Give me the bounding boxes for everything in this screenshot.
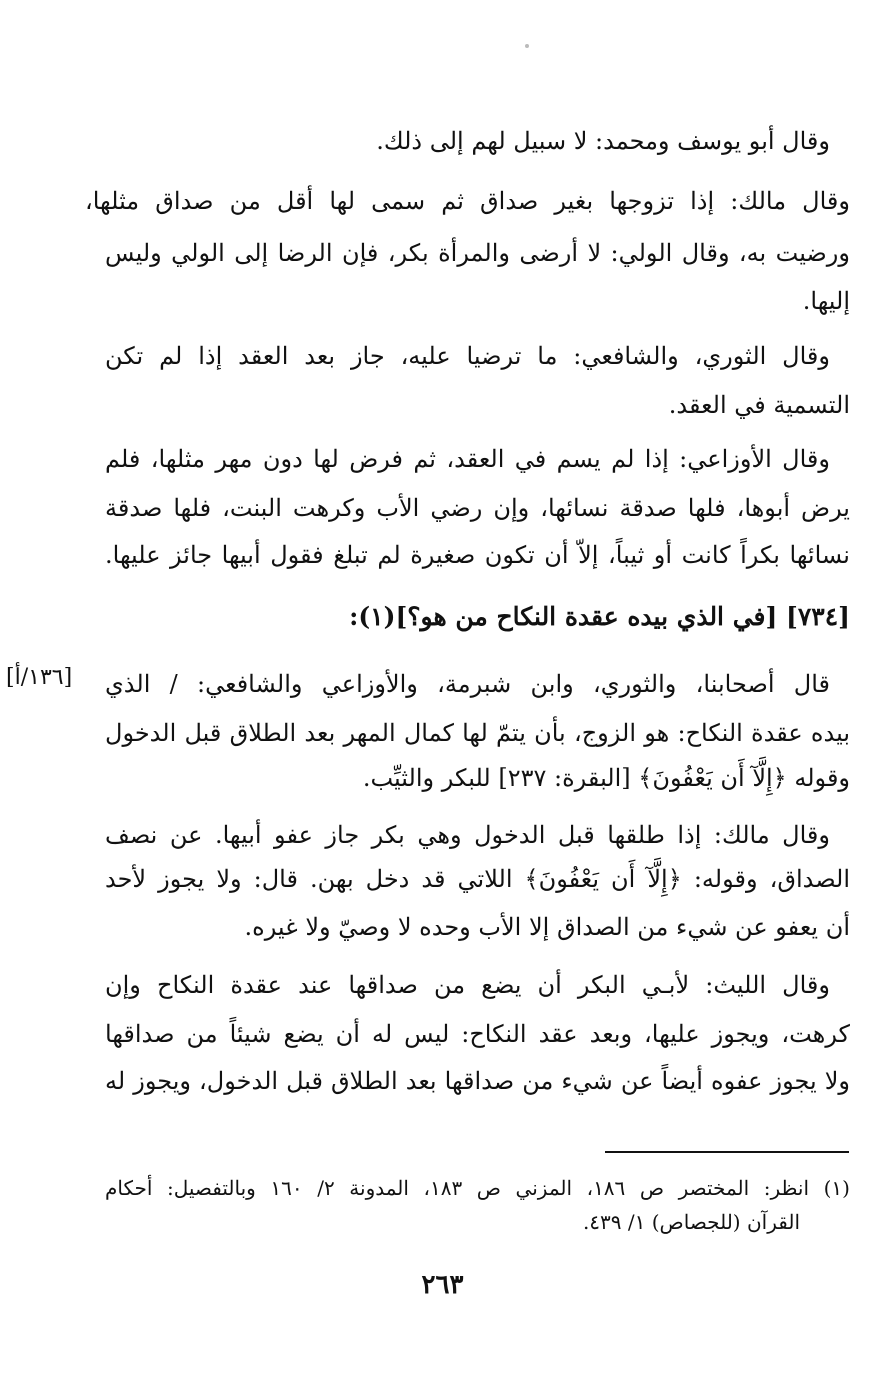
text-line: بيده عقدة النكاح: هو الزوج، بأن يتمّ لها كمال المهر بعد الطلاق قبل الدخول (105, 719, 850, 747)
text-line: التسمية في العقد. (668, 391, 850, 419)
text-line: ولا يجوز عفوه أيضاً عن شيء من صداقها بعد الطلاق قبل الدخول، ويجوز له (105, 1067, 851, 1095)
page-number: ٢٦٣ (421, 1270, 464, 1300)
text-line: وقال الأوزاعي: إذا لم يسم في العقد، ثم فرض لها دون مهر مثلها، فلم (105, 445, 830, 473)
footnote-line: (١) انظر: المختصر ص ١٨٦، المزني ص ١٨٣، المدونة ٢/ ١٦٠ وبالتفصيل: أحكام (105, 1176, 850, 1200)
text-line: إليها. (802, 287, 850, 315)
text-line: نسائها بكراً كانت أو ثيباً، إلاّ أن تكون صغيرة لم تبلغ فقول أبيها جائز عليها. (105, 541, 850, 569)
footnote-line: القرآن (للجصاص) ١/ ٤٣٩. (582, 1210, 800, 1234)
text-line: الصداق، وقوله: ﴿إِلَّآ أَن يَعْفُونَ﴾ اللاتي قد دخل بهن. قال: ولا يجوز لأحد (105, 865, 850, 893)
text-line: وقال مالك: إذا تزوجها بغير صداق ثم سمى لها أقل من صداق مثلها، (85, 187, 850, 215)
text-line: وقال مالك: إذا طلقها قبل الدخول وهي بكر جاز عفو أبيها. عن نصف (105, 821, 830, 849)
text-line: وقال الليث: لأبـي البكر أن يضع من صداقها عند عقدة النكاح وإن (105, 971, 830, 999)
scan-dot (525, 44, 529, 48)
text-line: قال أصحابنا، والثوري، وابن شبرمة، والأوزاعي والشافعي: / الذي (105, 670, 830, 698)
text-line: وقال أبو يوسف ومحمد: لا سبيل لهم إلى ذلك. (376, 127, 830, 155)
text-line: أن يعفو عن شيء من الصداق إلا الأب وحده لا وصيّ ولا غيره. (244, 913, 850, 941)
text-line: وقال الثوري، والشافعي: ما ترضيا عليه، جاز بعد العقد إذا لم تكن (105, 342, 830, 370)
text-line: كرهت، ويجوز عليها، وبعد عقد النكاح: ليس له أن يضع شيئاً من صداقها (105, 1020, 850, 1048)
text-line: يرض أبوها، فلها صدقة نسائها، وإن رضي الأب وكرهت البنت، فلها صدقة (105, 494, 850, 522)
margin-folio-reference: [١٣٦/أ] (6, 665, 73, 690)
section-heading: [٧٣٤] [في الذي بيده عقدة النكاح من هو؟](١): (349, 602, 850, 631)
footnote-rule (605, 1151, 849, 1153)
text-line: ورضيت به، وقال الولي: لا أرضى والمرأة بكر، فإن الرضا إلى الولي وليس (105, 239, 850, 267)
text-line: وقوله ﴿إِلَّآ أَن يَعْفُونَ﴾ [البقرة: ٢٣٧] للبكر والثيِّب. (362, 764, 850, 792)
